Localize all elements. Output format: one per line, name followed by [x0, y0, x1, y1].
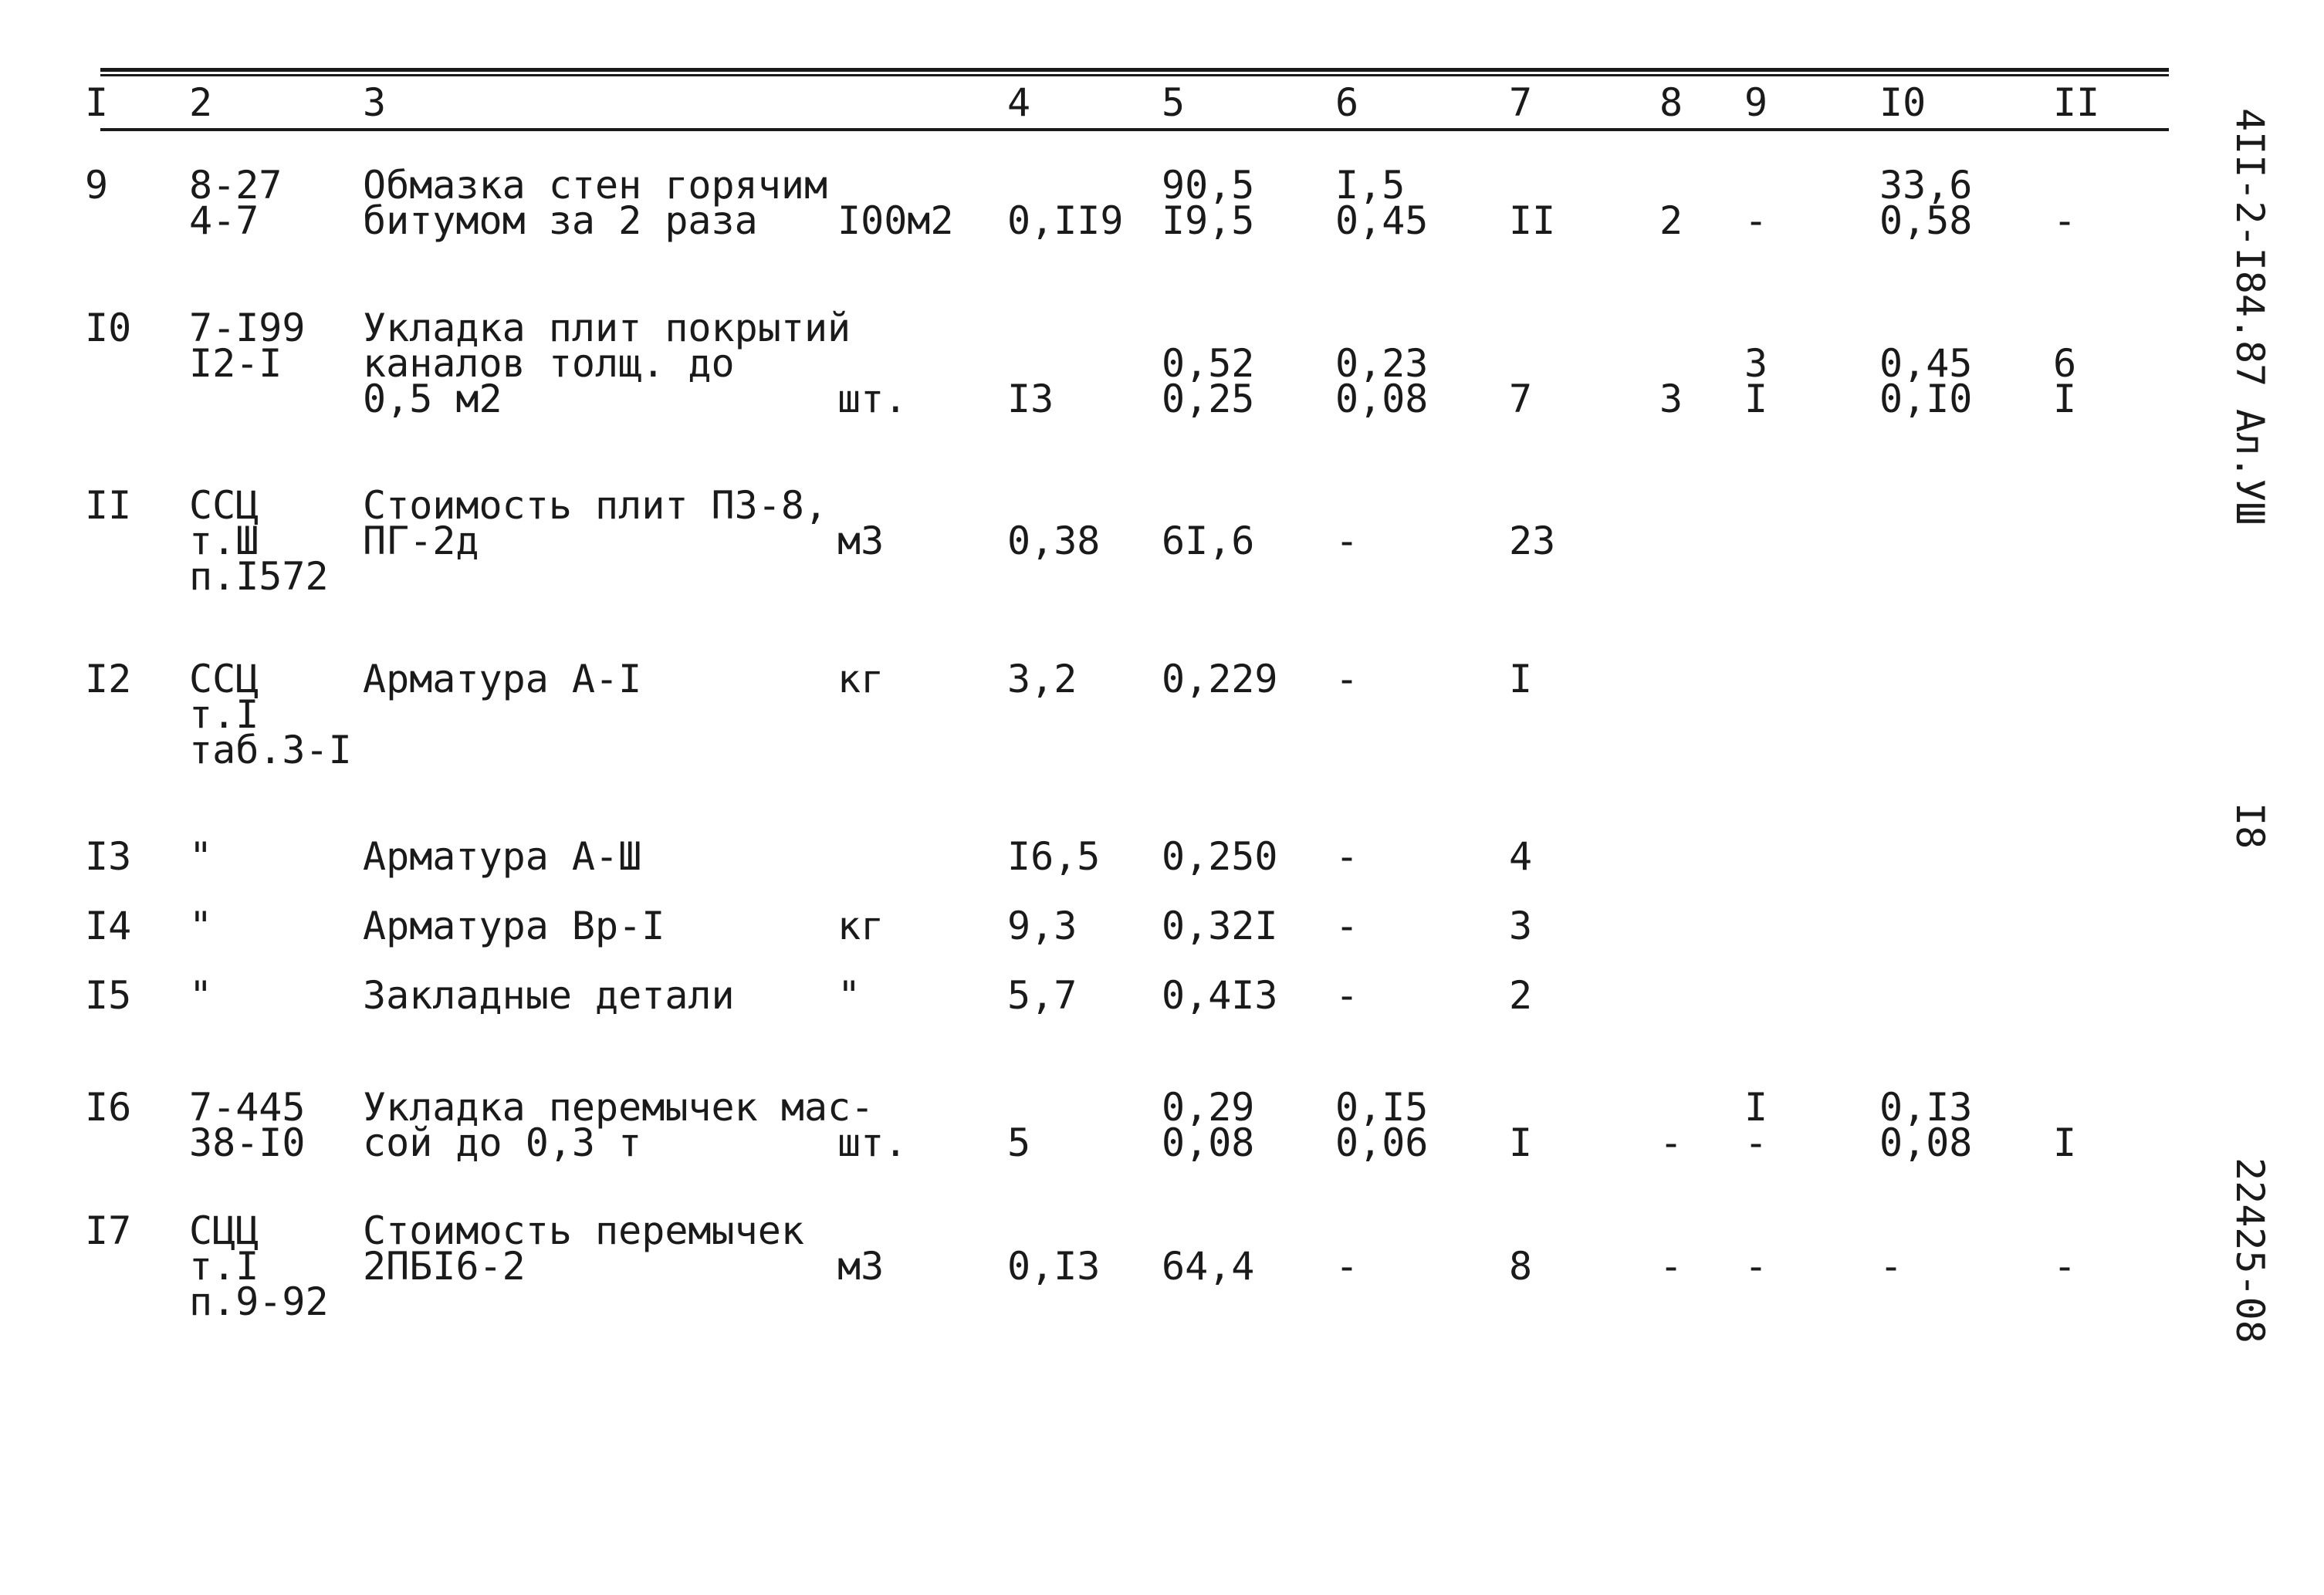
- row-code: т.I: [189, 1244, 259, 1289]
- row-cost-labor: -: [1335, 657, 1359, 701]
- row-number: I5: [85, 973, 132, 1018]
- row-total: 2: [1509, 973, 1533, 1018]
- column-header: 5: [1162, 80, 1186, 125]
- row-description: Стоимость перемычек: [363, 1208, 804, 1253]
- row-description: ПГ-2д: [363, 519, 479, 563]
- row-code: ССЦ: [189, 483, 259, 528]
- row-number: I7: [85, 1208, 132, 1253]
- column-header: 6: [1335, 80, 1359, 125]
- row-cost-labor: -: [1335, 834, 1359, 879]
- column-header: 9: [1744, 80, 1768, 125]
- row-col-9: I: [1744, 377, 1768, 421]
- row-total: 4: [1509, 834, 1533, 879]
- column-header: 3: [363, 80, 387, 125]
- row-cost-labor: -: [1335, 973, 1359, 1018]
- row-labor-cost: 0,I3: [1879, 1085, 1973, 1130]
- row-number: 9: [85, 163, 109, 208]
- row-number: I3: [85, 834, 132, 879]
- row-code: п.9-92: [189, 1279, 329, 1324]
- row-cost-labor: -: [1335, 519, 1359, 563]
- row-labor-cost: 33,6: [1879, 163, 1973, 208]
- row-description: 0,5 м2: [363, 377, 502, 421]
- row-cost-unit: 64,4: [1162, 1244, 1255, 1289]
- row-col-11: -: [2053, 1244, 2077, 1289]
- row-code: 38-I0: [189, 1120, 306, 1165]
- row-code: ": [189, 973, 213, 1018]
- row-col-9: -: [1744, 1244, 1768, 1289]
- row-labor-cost: 0,I0: [1879, 377, 1973, 421]
- row-cost-unit: 0,52: [1162, 341, 1255, 386]
- row-code: т.I: [189, 692, 259, 737]
- row-code: СЦЦ: [189, 1208, 259, 1253]
- page-number: I8: [2228, 803, 2272, 850]
- row-description: Арматура А-Ш: [363, 834, 642, 879]
- row-description: Закладные детали: [363, 973, 735, 1018]
- row-cost-labor: -: [1335, 904, 1359, 948]
- row-description: сой до 0,3 т: [363, 1120, 642, 1165]
- header-rule-top-second: [100, 74, 2169, 76]
- row-unit: шт.: [837, 377, 908, 421]
- row-number: I0: [85, 306, 132, 350]
- row-quantity: 5: [1007, 1120, 1031, 1165]
- row-quantity: I6,5: [1007, 834, 1101, 879]
- column-header: I: [85, 80, 109, 125]
- row-number: II: [85, 483, 132, 528]
- column-header: 7: [1509, 80, 1533, 125]
- row-total: 7: [1509, 377, 1533, 421]
- row-unit: шт.: [837, 1120, 908, 1165]
- row-quantity: 3,2: [1007, 657, 1077, 701]
- column-header: 4: [1007, 80, 1031, 125]
- doc-code: 4II-2-I84.87: [2228, 108, 2272, 387]
- column-header: 8: [1659, 80, 1683, 125]
- row-quantity: 0,38: [1007, 519, 1101, 563]
- row-cost-unit: 0,250: [1162, 834, 1278, 879]
- row-number: I2: [85, 657, 132, 701]
- row-cost-unit: I9,5: [1162, 198, 1255, 243]
- row-quantity: 0,I3: [1007, 1244, 1101, 1289]
- row-col-11: -: [2053, 198, 2077, 243]
- row-description: Обмазка стен горячим: [363, 163, 828, 208]
- row-description: Укладка перемычек мас-: [363, 1085, 874, 1130]
- row-cost-unit: 90,5: [1162, 163, 1255, 208]
- row-total: II: [1509, 198, 1556, 243]
- row-labor-cost: 0,45: [1879, 341, 1973, 386]
- row-description: 2ПБI6-2: [363, 1244, 526, 1289]
- row-total: I: [1509, 1120, 1533, 1165]
- row-col-9: 3: [1744, 341, 1768, 386]
- row-description: Стоимость плит ПЗ-8,: [363, 483, 828, 528]
- row-code: 7-445: [189, 1085, 306, 1130]
- row-code: ССЦ: [189, 657, 259, 701]
- column-header: 2: [189, 80, 213, 125]
- row-total-labor: 2: [1659, 198, 1683, 243]
- inventory-number: 22425-08: [2228, 1157, 2272, 1343]
- row-unit: кг: [837, 904, 885, 948]
- row-quantity: 0,II9: [1007, 198, 1124, 243]
- row-total: I: [1509, 657, 1533, 701]
- row-quantity: I3: [1007, 377, 1054, 421]
- row-cost-unit: 0,25: [1162, 377, 1255, 421]
- row-col-9: I: [1744, 1085, 1768, 1130]
- row-cost-labor: 0,08: [1335, 377, 1429, 421]
- row-col-11: I: [2053, 377, 2077, 421]
- header-rule-bottom: [100, 128, 2169, 131]
- row-description: Арматура Вр-I: [363, 904, 665, 948]
- row-labor-cost: -: [1879, 1244, 1903, 1289]
- row-code: 4-7: [189, 198, 259, 243]
- row-unit: м3: [837, 1244, 885, 1289]
- row-labor-cost: 0,08: [1879, 1120, 1973, 1165]
- column-header: II: [2053, 80, 2100, 125]
- row-code: ": [189, 834, 213, 879]
- row-code: ": [189, 904, 213, 948]
- row-code: т.Ш: [189, 519, 259, 563]
- row-unit: I00м2: [837, 198, 954, 243]
- row-col-11: 6: [2053, 341, 2077, 386]
- row-number: I6: [85, 1085, 132, 1130]
- row-code: I2-I: [189, 341, 282, 386]
- row-col-9: -: [1744, 198, 1768, 243]
- row-description: каналов толщ. до: [363, 341, 735, 386]
- row-unit: м3: [837, 519, 885, 563]
- row-code: п.I572: [189, 554, 329, 599]
- row-quantity: 5,7: [1007, 973, 1077, 1018]
- row-description: Укладка плит покрытий: [363, 306, 851, 350]
- row-col-9: -: [1744, 1120, 1768, 1165]
- header-rule-top: [100, 68, 2169, 72]
- row-total: 3: [1509, 904, 1533, 948]
- row-cost-unit: 0,229: [1162, 657, 1278, 701]
- row-code: 8-27: [189, 163, 282, 208]
- row-unit: ": [837, 973, 861, 1018]
- row-cost-unit: 0,4I3: [1162, 973, 1278, 1018]
- row-total-labor: -: [1659, 1244, 1683, 1289]
- row-cost-labor: 0,45: [1335, 198, 1429, 243]
- row-cost-labor: -: [1335, 1244, 1359, 1289]
- row-cost-labor: I,5: [1335, 163, 1406, 208]
- row-cost-unit: 0,08: [1162, 1120, 1255, 1165]
- row-code: таб.3-I: [189, 728, 352, 772]
- row-cost-labor: 0,I5: [1335, 1085, 1429, 1130]
- row-col-11: I: [2053, 1120, 2077, 1165]
- row-labor-cost: 0,58: [1879, 198, 1973, 243]
- column-header: I0: [1879, 80, 1927, 125]
- row-cost-unit: 0,29: [1162, 1085, 1255, 1130]
- row-code: 7-I99: [189, 306, 306, 350]
- row-quantity: 9,3: [1007, 904, 1077, 948]
- row-total: 23: [1509, 519, 1556, 563]
- row-total-labor: 3: [1659, 377, 1683, 421]
- row-cost-unit: 0,32I: [1162, 904, 1278, 948]
- row-unit: кг: [837, 657, 885, 701]
- row-description: битумом за 2 раза: [363, 198, 758, 243]
- row-number: I4: [85, 904, 132, 948]
- row-cost-labor: 0,23: [1335, 341, 1429, 386]
- sheet-label: Ал.УШ: [2228, 409, 2272, 525]
- row-cost-unit: 6I,6: [1162, 519, 1255, 563]
- row-cost-labor: 0,06: [1335, 1120, 1429, 1165]
- row-total: 8: [1509, 1244, 1533, 1289]
- row-description: Арматура А-I: [363, 657, 642, 701]
- row-total-labor: -: [1659, 1120, 1683, 1165]
